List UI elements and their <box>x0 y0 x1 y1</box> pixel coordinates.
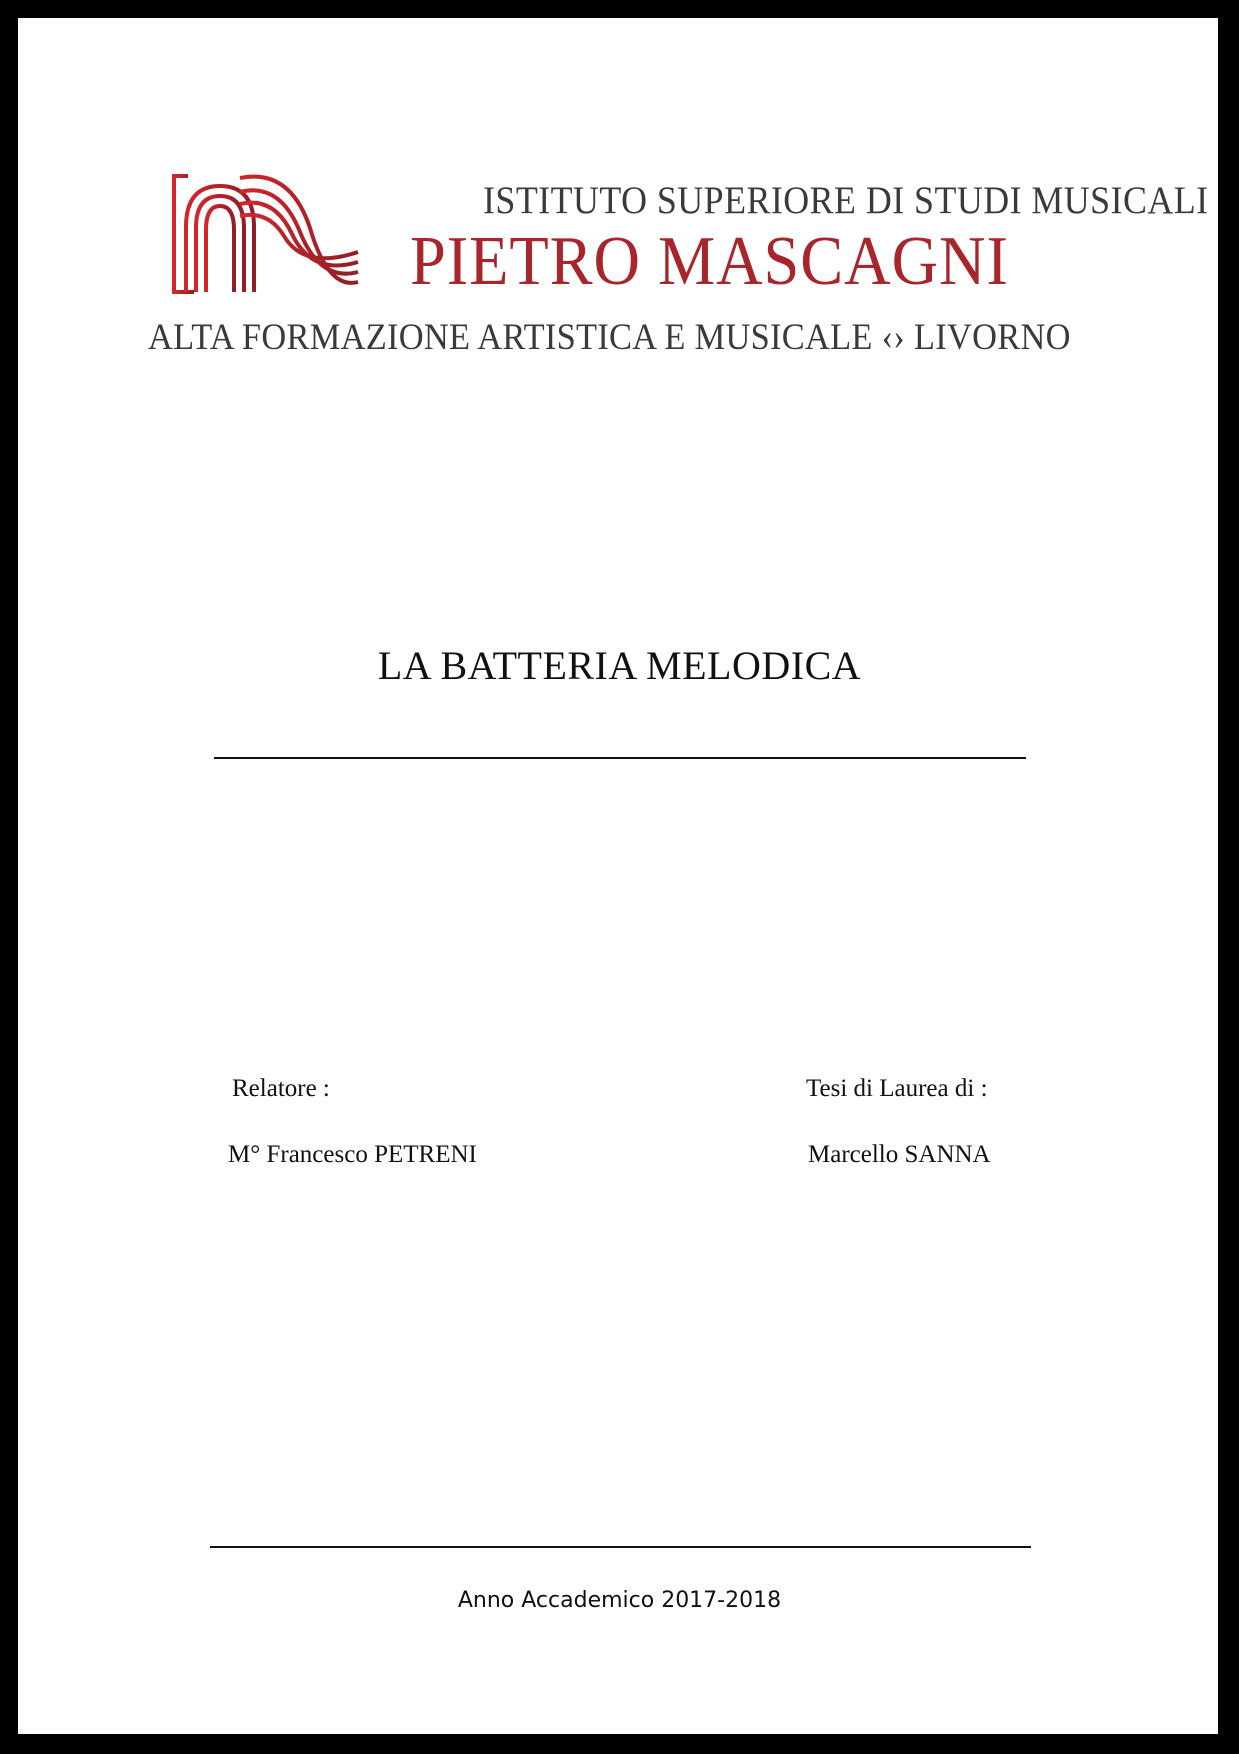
author-name: Marcello SANNA <box>808 1141 991 1168</box>
institution-name-line2: PIETRO MASCAGNI <box>410 223 1009 300</box>
title-divider <box>214 757 1026 759</box>
supervisor-label: Relatore : <box>232 1075 330 1102</box>
thesis-title: LA BATTERIA MELODICA <box>377 643 862 688</box>
supervisor-name: M° Francesco PETRENI <box>228 1141 477 1168</box>
academic-year: Anno Accademico 2017-2018 <box>457 1588 782 1613</box>
institution-subtitle: ALTA FORMAZIONE ARTISTICA E MUSICALE ‹› LIVORNO <box>148 317 1071 358</box>
author-label: Tesi di Laurea di : <box>806 1075 988 1102</box>
wave-emblem-icon <box>170 172 360 297</box>
footer-divider <box>210 1546 1031 1548</box>
institution-logo <box>148 158 1209 358</box>
institution-name-line1: ISTITUTO SUPERIORE DI STUDI MUSICALI <box>483 179 1209 222</box>
